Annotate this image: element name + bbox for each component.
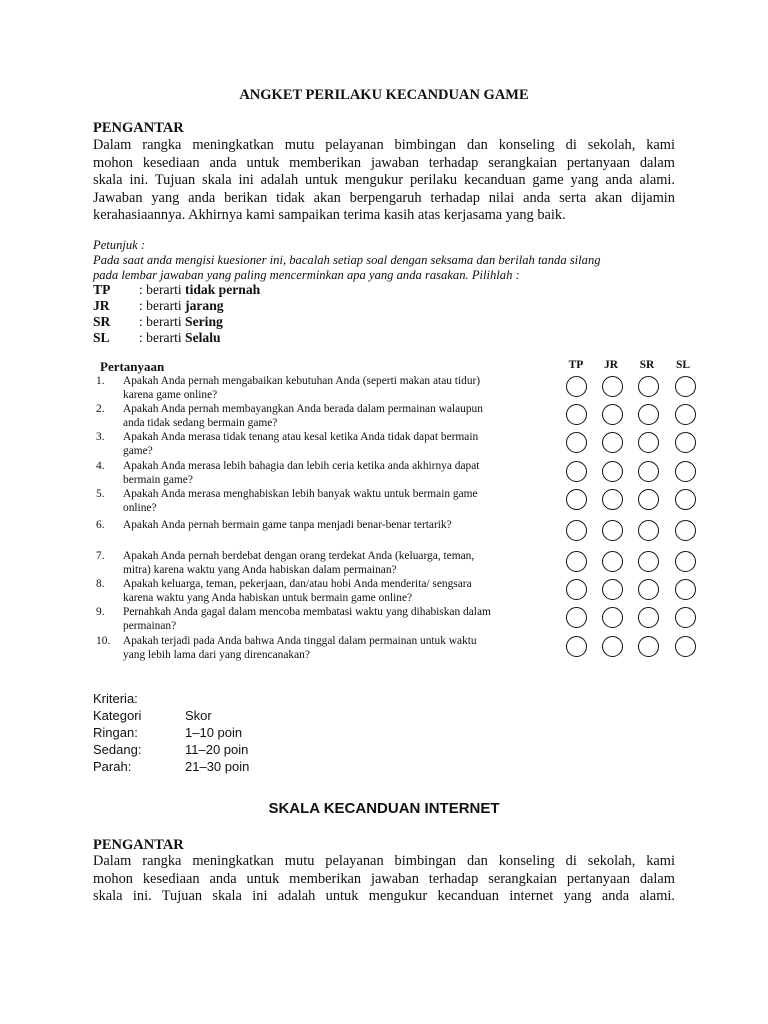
answer-circle-sl[interactable] — [675, 376, 696, 397]
criteria-category: Parah: — [93, 759, 132, 774]
intro-line: Dalam rangka meningkatkan mutu pelayanan bimbingan dan konseling di sekolah, kami — [93, 137, 675, 153]
question-text: Apakah terjadi pada Anda bahwa Anda tinggal dalam permainan untuk waktu — [123, 635, 477, 647]
answer-circle-tp[interactable] — [566, 432, 587, 453]
question-text: bermain game? — [123, 473, 193, 486]
answer-circle-tp[interactable] — [566, 489, 587, 510]
answer-circle-sl[interactable] — [675, 432, 696, 453]
answer-circle-sr[interactable] — [638, 579, 659, 600]
question-number: 8. — [96, 578, 105, 590]
answer-circle-sr[interactable] — [638, 432, 659, 453]
answer-circle-sr[interactable] — [638, 520, 659, 541]
intro-line: mohon kesediaan anda untuk memberikan jawaban terhadap serangkaian pertanyaan dalam — [93, 154, 675, 171]
question-text: karena waktu yang Anda habiskan untuk bermain game online? — [123, 591, 413, 604]
answer-circle-tp[interactable] — [566, 579, 587, 600]
question-text: game? — [123, 444, 153, 457]
question-number: 10. — [96, 635, 111, 647]
instruction-line: Pada saat anda mengisi kuesioner ini, bacalah setiap soal dengan seksama dan berilah tanda silang — [93, 253, 601, 267]
intro-line: Jawaban yang anda berikan tidak akan berpengaruh terhadap nilai anda serta akan dijamin — [93, 189, 675, 206]
question-text: yang lebih lama dari yang direncanakan? — [123, 648, 310, 661]
question-number: 2. — [96, 403, 105, 415]
column-header-tp: TP — [568, 359, 584, 371]
answer-circle-jr[interactable] — [602, 579, 623, 600]
criteria-category: Ringan: — [93, 725, 138, 740]
answer-circle-tp[interactable] — [566, 404, 587, 425]
intro-line: Dalam rangka meningkatkan mutu pelayanan bimbingan dan konseling di sekolah, kami — [93, 853, 675, 869]
answer-circle-jr[interactable] — [602, 607, 623, 628]
answer-circle-jr[interactable] — [602, 636, 623, 657]
criteria-header-score: Skor — [185, 708, 212, 723]
legend-meaning: tidak pernah — [185, 282, 261, 297]
question-number: 1. — [96, 375, 105, 387]
answer-circle-tp[interactable] — [566, 636, 587, 657]
question-text: anda tidak sedang bermain game? — [123, 416, 278, 429]
criteria-block — [93, 690, 249, 775]
answer-circle-sl[interactable] — [675, 404, 696, 425]
instruction-line: pada lembar jawaban yang paling mencerminkan apa yang anda rasakan. Pilihlah : — [93, 268, 520, 282]
legend-row — [93, 298, 260, 314]
question-text: Apakah keluarga, teman, pekerjaan, dan/atau hobi Anda menderita/ sengsara — [123, 578, 472, 590]
criteria-score: 1–10 poin — [185, 725, 243, 740]
second-section-title: SKALA KECANDUAN INTERNET — [268, 800, 500, 817]
criteria-score: 21–30 poin — [185, 759, 250, 774]
question-text: Apakah Anda pernah bermain game tanpa menjadi benar-benar tertarik? — [123, 519, 452, 531]
second-intro-paragraph — [93, 853, 675, 906]
answer-circle-jr[interactable] — [602, 489, 623, 510]
question-text: permainan? — [123, 619, 177, 632]
question-number: 5. — [96, 488, 105, 500]
answer-circle-sl[interactable] — [675, 489, 696, 510]
legend-prefix: : berarti — [139, 298, 186, 313]
question-text: Apakah Anda pernah berdebat dengan orang terdekat Anda (keluarga, teman, — [123, 550, 475, 562]
question-number: 3. — [96, 431, 105, 443]
answer-circle-jr[interactable] — [602, 551, 623, 572]
answer-circle-sr[interactable] — [638, 489, 659, 510]
criteria-header-row — [93, 707, 249, 724]
answer-circle-sl[interactable] — [675, 579, 696, 600]
intro-line: skala ini. Tujuan skala ini adalah untuk mengukur perilaku kecanduan game yang anda alami. — [93, 172, 675, 189]
answer-circle-tp[interactable] — [566, 376, 587, 397]
answer-circle-jr[interactable] — [602, 432, 623, 453]
legend-row — [93, 282, 260, 298]
questionnaire-title: ANGKET PERILAKU KECANDUAN GAME — [239, 87, 529, 103]
legend-prefix: : berarti — [139, 330, 186, 345]
criteria-header-category: Kategori — [93, 708, 142, 723]
questions-header: Pertanyaan — [100, 359, 165, 374]
instruction-label: Petunjuk : — [93, 238, 146, 252]
intro-heading: PENGANTAR — [93, 120, 184, 136]
legend-meaning: Sering — [185, 314, 223, 329]
legend-code: JR — [93, 298, 110, 313]
criteria-row — [93, 741, 249, 758]
question-number: 4. — [96, 460, 105, 472]
legend-prefix: : berarti — [139, 314, 186, 329]
answer-circle-sr[interactable] — [638, 607, 659, 628]
intro-paragraph — [93, 137, 675, 225]
answer-circle-sr[interactable] — [638, 376, 659, 397]
legend-meaning: Selalu — [185, 330, 221, 345]
question-text: Apakah Anda merasa lebih bahagia dan lebih ceria ketika anda akhirnya dapat — [123, 460, 480, 472]
answer-legend — [93, 282, 260, 346]
question-text: online? — [123, 501, 157, 514]
answer-circle-sl[interactable] — [675, 551, 696, 572]
question-text: Apakah Anda merasa menghabiskan lebih banyak waktu untuk bermain game — [123, 488, 478, 500]
column-header-sr: SR — [639, 359, 655, 371]
answer-circle-sr[interactable] — [638, 404, 659, 425]
answer-circle-sl[interactable] — [675, 461, 696, 482]
legend-code: SR — [93, 314, 111, 329]
answer-circle-sr[interactable] — [638, 461, 659, 482]
question-text: Pernahkah Anda gagal dalam mencoba membatasi waktu yang dihabiskan dalam — [123, 606, 491, 618]
legend-code: TP — [93, 282, 111, 297]
legend-row — [93, 330, 260, 346]
question-number: 6. — [96, 519, 105, 531]
answer-circle-tp[interactable] — [566, 607, 587, 628]
question-number: 9. — [96, 606, 105, 618]
criteria-category: Sedang: — [93, 742, 142, 757]
question-text: Apakah Anda pernah mengabaikan kebutuhan Anda (seperti makan atau tidur) — [123, 375, 481, 387]
question-text: Apakah Anda pernah membayangkan Anda berada dalam permainan walaupun — [123, 403, 483, 415]
intro-line: mohon kesediaan anda untuk memberikan jawaban terhadap serangkaian pertanyaan dalam — [93, 870, 675, 887]
answer-circle-jr[interactable] — [602, 461, 623, 482]
legend-row — [93, 314, 260, 330]
legend-code: SL — [93, 330, 110, 345]
intro-line: skala ini. Tujuan skala ini adalah untuk mengukur kecanduan internet yang anda alami. — [93, 888, 675, 905]
column-header-sl: SL — [675, 359, 691, 371]
question-number: 7. — [96, 550, 105, 562]
answer-circle-sl[interactable] — [675, 607, 696, 628]
intro-line: kerahasiaannya. Akhirnya kami sampaikan terima kasih atas kerjasama yang baik. — [93, 207, 566, 224]
criteria-score: 11–20 poin — [185, 742, 249, 757]
answer-circle-jr[interactable] — [602, 376, 623, 397]
question-text: Apakah Anda merasa tidak tenang atau kesal ketika Anda tidak dapat bermain — [123, 431, 479, 443]
second-intro-heading: PENGANTAR — [93, 837, 184, 853]
answer-circle-sl[interactable] — [675, 520, 696, 541]
answer-circle-tp[interactable] — [566, 461, 587, 482]
question-text: karena game online? — [123, 388, 218, 401]
question-text: mitra) karena waktu yang Anda habiskan dalam permainan? — [123, 563, 397, 576]
column-header-jr: JR — [603, 359, 619, 371]
answer-circle-tp[interactable] — [566, 520, 587, 541]
criteria-label: Kriteria: — [93, 691, 138, 706]
instructions — [93, 238, 693, 283]
answer-circle-sr[interactable] — [638, 636, 659, 657]
answer-circle-jr[interactable] — [602, 404, 623, 425]
answer-circle-sl[interactable] — [675, 636, 696, 657]
legend-prefix: : berarti — [139, 282, 186, 297]
answer-circle-jr[interactable] — [602, 520, 623, 541]
criteria-row — [93, 724, 249, 741]
answer-circle-tp[interactable] — [566, 551, 587, 572]
answer-circle-sr[interactable] — [638, 551, 659, 572]
legend-meaning: jarang — [185, 298, 224, 313]
criteria-row — [93, 758, 249, 775]
